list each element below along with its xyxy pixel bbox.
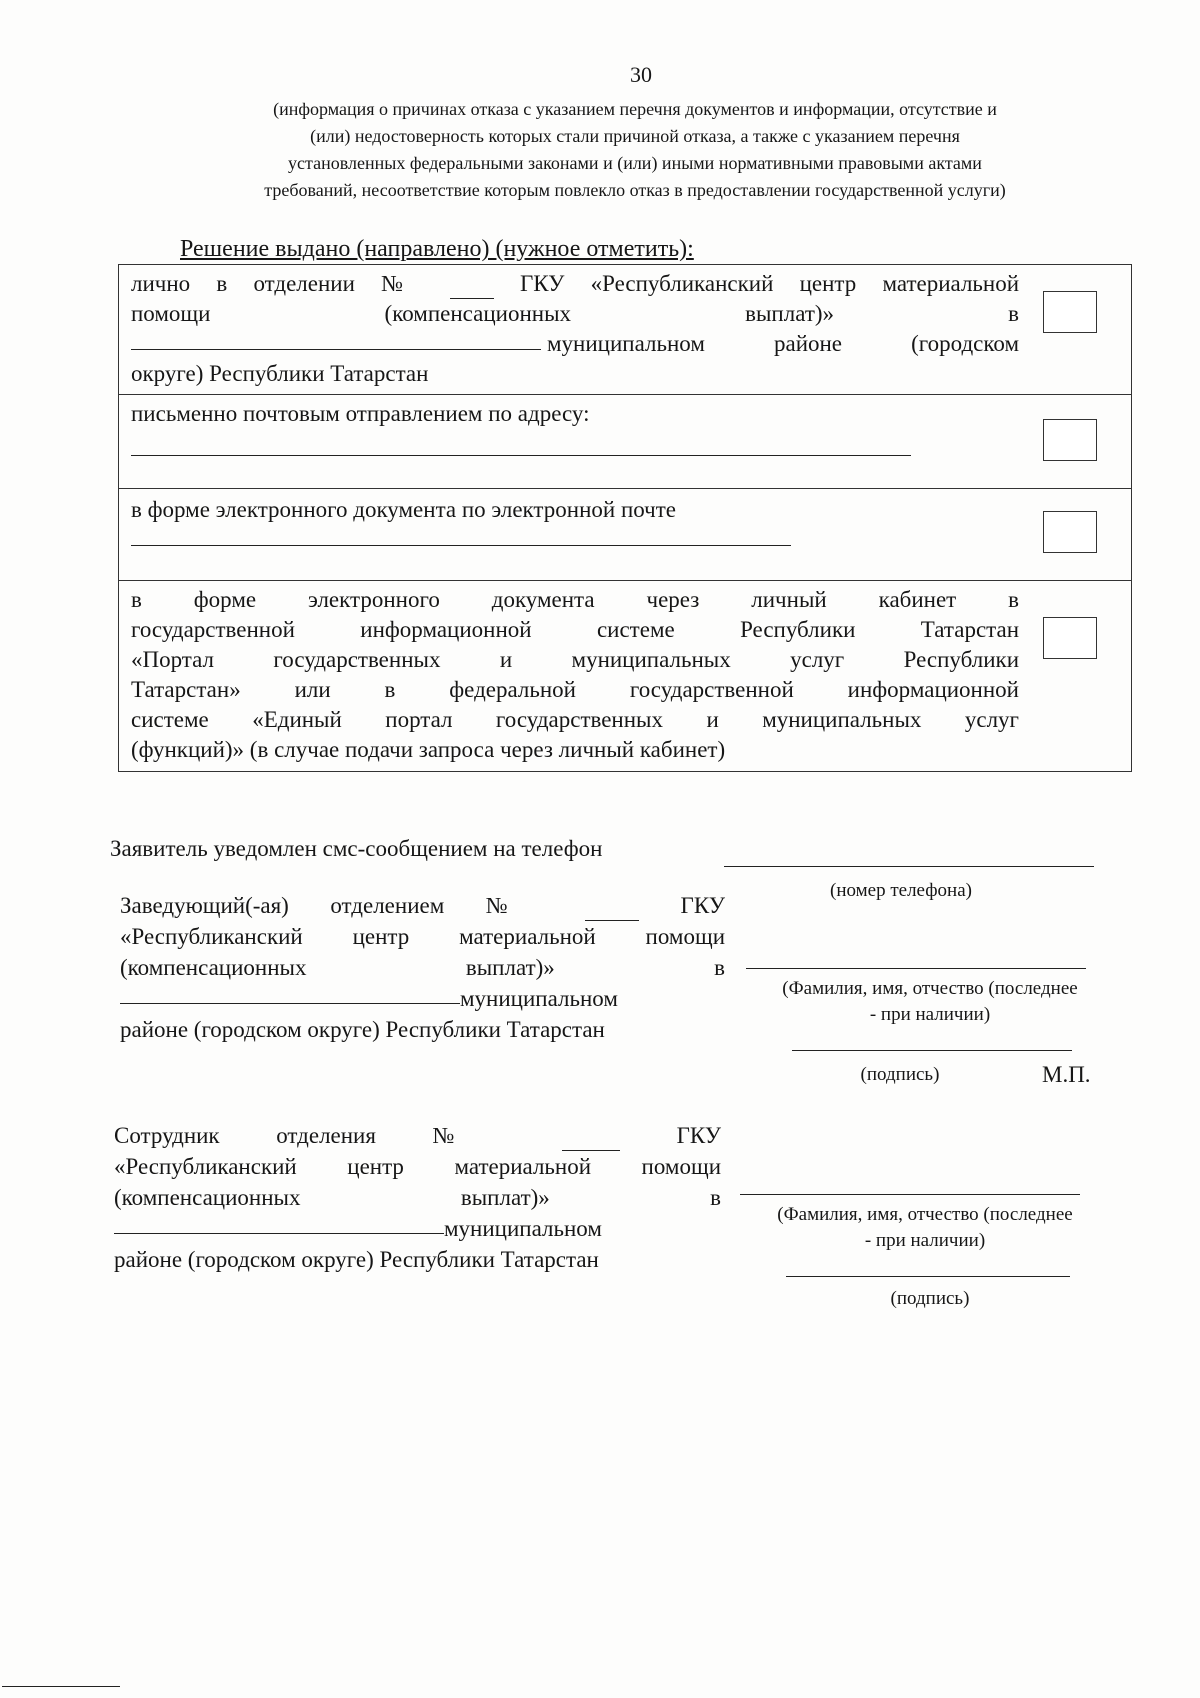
option-portal-text: в форме электронного документа через личный кабинет в государственной информационной системе Республики Татарстан «Портал государственных и муниципальных услуг Республики Татарстан» или в федеральной государственной информационной системе «Единый портал государственных и муниципальных услуг (функций)» (в случае подачи запроса через личный кабинет)	[131, 587, 1019, 762]
email-blank[interactable]	[131, 545, 791, 546]
reason-line: (или) недостоверность которых стали причиной отказа, а также с указанием перечня	[310, 126, 960, 146]
option-personal-text: лично в отделении № ГКУ «Республиканский центр материальной помощи (компенсационных выплат)» в муниципальном районе (городском округе) Республики Татарстан	[131, 271, 1020, 386]
head-signature-blank[interactable]	[792, 1050, 1072, 1051]
department-number-blank[interactable]	[450, 278, 494, 299]
head-name-caption: (Фамилия, имя, отчество (последнее - при наличии)	[782, 978, 1078, 1025]
decision-heading: Решение выдано (направлено) (нужное отметить):	[180, 236, 694, 262]
option-mail-row	[119, 395, 1131, 489]
option-mail-checkbox[interactable]	[1043, 419, 1097, 461]
head-of-department-block: Заведующий(-ая) отделением № ГКУ «Республиканский центр материальной помощи (компенсационных выплат)» в муниципальном районе (городском округе) Республики Татарстан	[120, 893, 725, 1042]
staff-name-blank[interactable]	[740, 1194, 1080, 1195]
reason-line: установленных федеральными законами и (или) иными нормативными правовыми актами	[288, 153, 982, 173]
footnote-separator	[2, 1686, 120, 1687]
option-portal-checkbox[interactable]	[1043, 617, 1097, 659]
reason-line: требований, несоответствие которым повлекло отказ в предоставлении государственной услуги)	[264, 180, 1006, 200]
option-email-row	[119, 489, 1131, 581]
page-number: 30	[630, 62, 652, 87]
staff-district-blank[interactable]	[114, 1213, 444, 1234]
option-email-text: в форме электронного документа по электронной почте	[131, 497, 676, 522]
option-personal-checkbox[interactable]	[1043, 291, 1097, 333]
district-blank[interactable]	[131, 329, 541, 350]
staff-department-number-blank[interactable]	[562, 1130, 620, 1151]
address-blank[interactable]	[131, 455, 911, 456]
stamp-place-label: М.П.	[1042, 1062, 1091, 1087]
refusal-reason-caption	[140, 96, 1130, 204]
staff-signature-blank[interactable]	[786, 1276, 1070, 1277]
option-mail-text: письменно почтовым отправлением по адресу:	[131, 401, 590, 426]
head-department-number-blank[interactable]	[585, 900, 639, 921]
head-district-blank[interactable]	[120, 983, 460, 1004]
staff-signature-caption: (подпись)	[890, 1288, 970, 1309]
phone-caption: (номер телефона)	[830, 880, 972, 901]
delivery-options-table	[118, 264, 1132, 772]
sms-notice: Заявитель уведомлен смс-сообщением на телефон	[110, 836, 603, 861]
head-signature-caption: (подпись)	[860, 1064, 940, 1085]
phone-number-blank[interactable]	[724, 866, 1094, 867]
option-email-checkbox[interactable]	[1043, 511, 1097, 553]
option-portal-row	[119, 581, 1131, 771]
staff-name-caption: (Фамилия, имя, отчество (последнее - при наличии)	[777, 1204, 1073, 1251]
head-name-blank[interactable]	[746, 968, 1086, 969]
reason-line: (информация о причинах отказа с указанием перечня документов и информации, отсутствие и	[273, 99, 997, 119]
option-personal-row	[119, 265, 1131, 395]
staff-member-block: Сотрудник отделения № ГКУ «Республиканский центр материальной помощи (компенсационных выплат)» в муниципальном районе (городском округе) Республики Татарстан	[114, 1123, 722, 1272]
